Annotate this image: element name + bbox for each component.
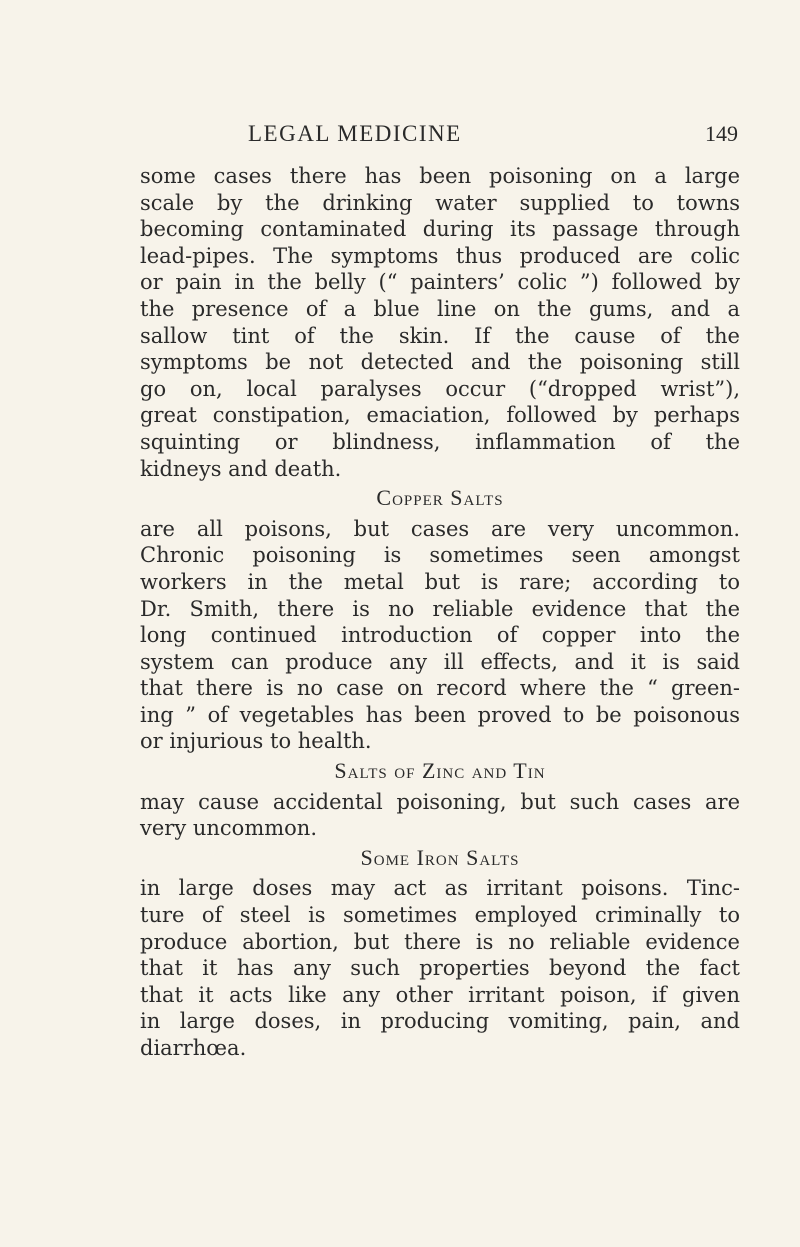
- text-line: long continued introduction of copper into the: [140, 623, 740, 648]
- text-line: Dr. Smith, there is no reliable evidence that the: [140, 596, 740, 621]
- text-line: are all poisons, but cases are very uncommon.: [140, 516, 740, 541]
- text-line: may cause accidental poisoning, but such cases are: [140, 789, 740, 814]
- body-text: [140, 163, 740, 1062]
- running-head: [248, 121, 738, 151]
- text-line: kidneys and death.: [140, 456, 342, 481]
- text-line: squinting or blindness, inflammation of the: [140, 429, 740, 454]
- text-line: symptoms be not detected and the poisoning still: [140, 350, 740, 375]
- text-line: workers in the metal but is rare; according to: [140, 569, 740, 594]
- page-number: 149: [705, 121, 738, 146]
- text-line: that it acts like any other irritant poison, if given: [140, 982, 740, 1007]
- text-line: go on, local paralyses occur (“dropped wrist”),: [140, 376, 740, 401]
- text-line: in large doses may act as irritant poisons. Tinc-: [140, 876, 740, 901]
- text-line: scale by the drinking water supplied to towns: [140, 190, 740, 215]
- paragraph-zinc-tin: [140, 789, 740, 842]
- text-line: sallow tint of the skin. If the cause of the: [140, 323, 740, 348]
- section-heading-iron-salts: Some Iron Salts: [360, 844, 520, 870]
- text-line: ture of steel is sometimes employed criminally to: [140, 903, 740, 928]
- text-line: some cases there has been poisoning on a large: [140, 164, 740, 188]
- text-line: the presence of a blue line on the gums, and a: [140, 296, 740, 321]
- text-line: that it has any such properties beyond the fact: [140, 956, 740, 981]
- text-line: that there is no case on record where the “ green-: [140, 676, 740, 701]
- text-line: produce abortion, but there is no reliable evidence: [140, 929, 740, 954]
- paragraph-copper-salts: [140, 516, 740, 755]
- text-line: diarrhœa.: [140, 1036, 247, 1060]
- section-heading-copper-salts: Copper Salts: [376, 485, 504, 511]
- text-line: lead-pipes. The symptoms thus produced are colic: [140, 243, 740, 268]
- text-line: or injurious to health.: [140, 729, 372, 754]
- text-line: very uncommon.: [140, 816, 317, 841]
- text-line: in large doses, in producing vomiting, pain, and: [140, 1009, 740, 1034]
- text-line: great constipation, emaciation, followed by perhaps: [140, 403, 740, 428]
- running-title: LEGAL MEDICINE: [248, 121, 462, 146]
- text-line: Chronic poisoning is sometimes seen amongst: [140, 543, 740, 568]
- section-heading-zinc-tin: Salts of Zinc and Tin: [334, 758, 546, 784]
- text-line: system can produce any ill effects, and it is said: [140, 649, 740, 674]
- paragraph-iron-salts: [140, 875, 740, 1061]
- text-line: or pain in the belly (“ painters’ colic ”) followed by: [140, 270, 740, 295]
- paragraph-lead-poisoning: [140, 163, 740, 482]
- text-line: ing ” of vegetables has been proved to be poisonous: [140, 702, 740, 727]
- text-line: becoming contaminated during its passage through: [140, 217, 740, 242]
